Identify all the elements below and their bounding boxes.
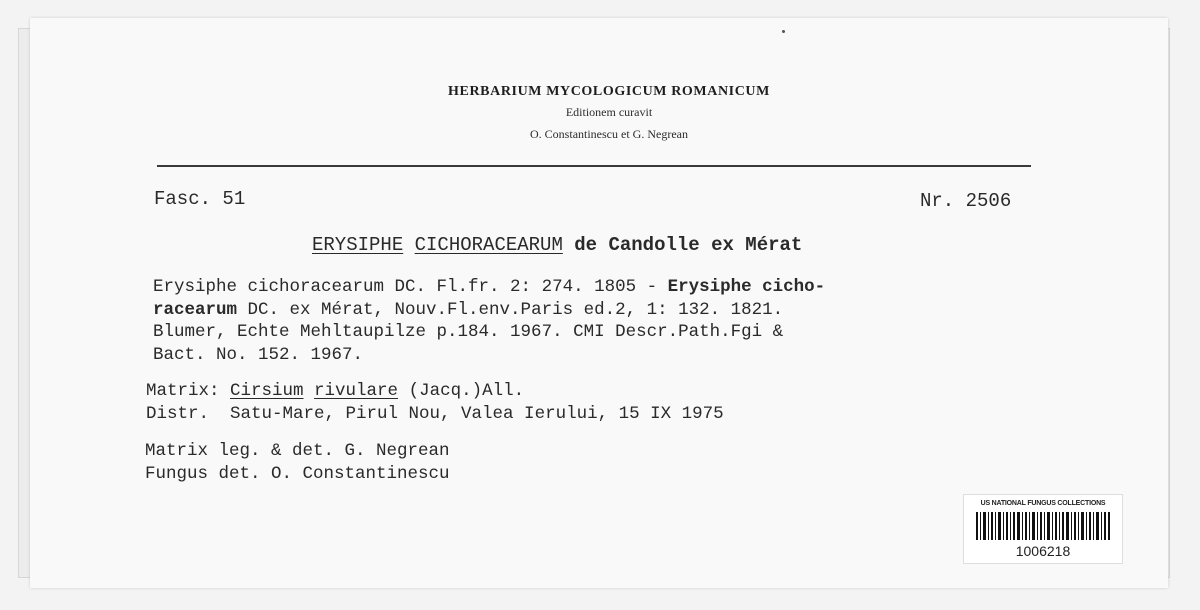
synonymy-line: DC. ex Mérat, Nouv.Fl.env.Paris ed.2, 1: 132. 1821. <box>237 299 784 320</box>
specimen-number: Nr. 2506 <box>920 190 1012 212</box>
barcode-icon <box>976 512 1110 540</box>
matrix-block <box>146 380 724 426</box>
species-genus: ERYSIPHE <box>312 234 404 256</box>
fungus-determiner: Fungus det. O. Constantinescu <box>145 463 450 484</box>
species-authority: de Candolle ex Mérat <box>574 234 803 256</box>
herbarium-title: HERBARIUM MYCOLOGICUM ROMANICUM <box>448 84 770 99</box>
synonymy-line-bold: racearum <box>153 299 238 320</box>
edition-note: Editionem curavit <box>565 105 653 119</box>
matrix-label: Matrix: <box>146 381 231 401</box>
barcode-institution: US NATIONAL FUNGUS COLLECTIONS <box>980 500 1106 507</box>
matrix-genus: Cirsium <box>230 381 304 401</box>
distribution: Distr. Satu-Mare, Pirul Nou, Valea Ierului, 15 IX 1975 <box>146 404 724 424</box>
synonymy-line: Bact. No. 152. 1967. <box>153 344 364 365</box>
matrix-author: (Jacq.)All. <box>398 381 525 401</box>
species-name <box>312 234 802 256</box>
synonymy-line-bold: Erysiphe cicho- <box>667 277 826 297</box>
barcode-sticker <box>963 494 1123 564</box>
editors: O. Constantinescu et G. Negrean <box>530 127 688 141</box>
label-header <box>0 84 1200 142</box>
synonymy-line: Erysiphe cichoracearum DC. Fl.fr. 2: 274. 1805 - <box>153 277 668 297</box>
species-epithet: CICHORACEARUM <box>414 234 563 256</box>
header-divider <box>157 165 1031 167</box>
matrix-collector: Matrix leg. & det. G. Negrean <box>145 441 450 461</box>
matrix-epithet: rivulare <box>314 381 399 401</box>
collector-block <box>145 440 450 485</box>
fascicle-number: Fasc. 51 <box>154 188 246 210</box>
speck <box>782 30 785 33</box>
barcode-number: 1006218 <box>1015 543 1071 559</box>
synonymy-paragraph <box>153 276 1033 366</box>
synonymy-line: Blumer, Echte Mehltaupilze p.184. 1967. CMI Descr.Path.Fgi & <box>153 322 784 342</box>
